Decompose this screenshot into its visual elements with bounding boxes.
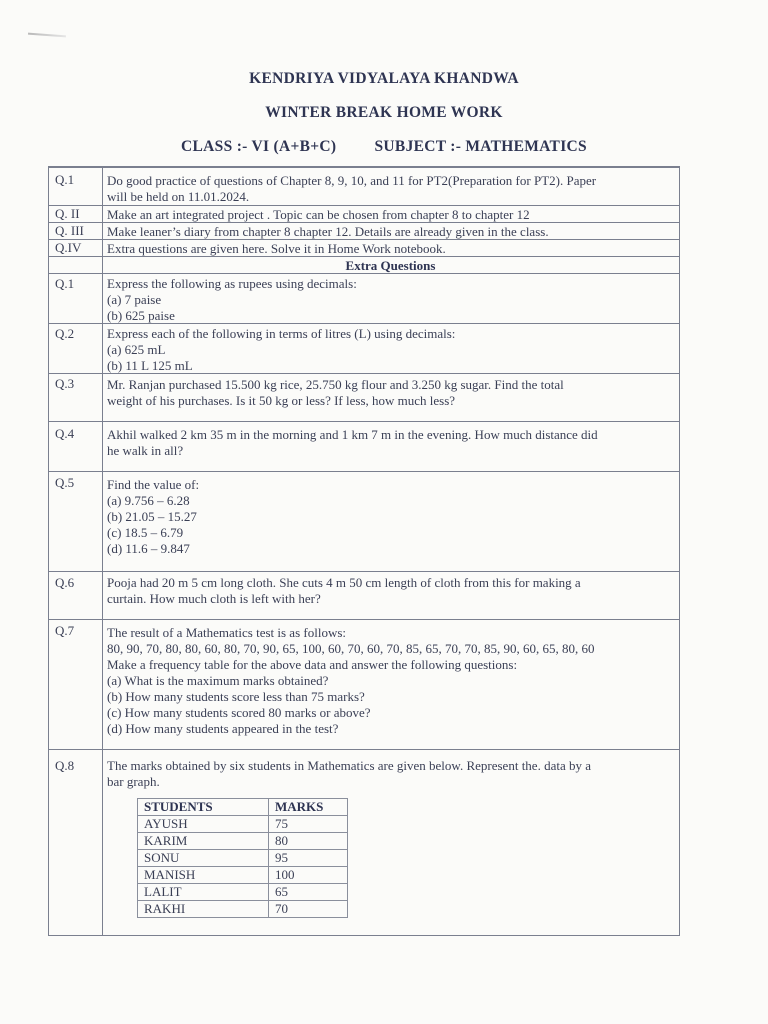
text-line: Do good practice of questions of Chapter 8, 9, 10, and 11 for PT2(Preparation for PT2). Paper [107, 173, 597, 188]
question-text [107, 427, 673, 459]
question-row [49, 619, 679, 750]
text-line: (b) 21.05 – 15.27 [107, 509, 197, 524]
table-row [138, 884, 348, 901]
question-number: Q.1 [55, 172, 75, 187]
question-number: Q.IV [55, 240, 82, 255]
question-number: Q.3 [55, 376, 75, 391]
student-marks: 95 [269, 850, 348, 867]
extra-questions-title: Extra Questions [345, 258, 436, 273]
text-line: The marks obtained by six students in Mathematics are given below. Represent the. data by a [107, 758, 591, 773]
student-name: AYUSH [138, 816, 269, 833]
question-text [107, 575, 673, 607]
text-line: (a) 625 mL [107, 342, 166, 357]
text-line: curtain. How much cloth is left with her? [107, 591, 321, 606]
question-row [49, 421, 679, 472]
student-name: SONU [138, 850, 269, 867]
question-number: Q. III [55, 223, 84, 238]
text-line: (c) 18.5 – 6.79 [107, 525, 184, 540]
question-number: Q.6 [55, 575, 75, 590]
question-text [107, 477, 673, 557]
question-row [49, 571, 679, 620]
table-row [138, 850, 348, 867]
text-line: Make an art integrated project . Topic can be chosen from chapter 8 to chapter 12 [107, 207, 530, 222]
question-text [107, 625, 673, 737]
question-row [49, 323, 679, 374]
table-row [138, 867, 348, 884]
question-number: Q.1 [55, 276, 75, 291]
student-name: MANISH [138, 867, 269, 884]
text-line: he walk in all? [107, 443, 184, 458]
instruction-row [49, 239, 679, 257]
question-row [49, 273, 679, 324]
table-row [138, 901, 348, 918]
question-text [107, 241, 673, 257]
column-header-students: STUDENTS [138, 799, 269, 816]
class-label: CLASS :- VI (A+B+C) [181, 138, 337, 155]
student-name: KARIM [138, 833, 269, 850]
page-title: WINTER BREAK HOME WORK [265, 104, 503, 121]
student-marks: 70 [269, 901, 348, 918]
student-marks: 80 [269, 833, 348, 850]
text-line: weight of his purchases. Is it 50 kg or less? If less, how much less? [107, 393, 456, 408]
question-number: Q.2 [55, 326, 75, 341]
instruction-row [49, 167, 679, 206]
marks-table [137, 798, 348, 918]
scan-artifact [28, 33, 66, 38]
question-text [107, 758, 673, 790]
question-text [107, 173, 673, 205]
table-row [138, 833, 348, 850]
student-marks: 65 [269, 884, 348, 901]
text-line: The result of a Mathematics test is as follows: [107, 625, 347, 640]
question-text [107, 326, 673, 374]
question-number: Q. II [55, 206, 80, 221]
text-line: 80, 90, 70, 80, 80, 60, 80, 70, 90, 65, 100, 60, 70, 60, 70, 85, 65, 70, 70, 85, 90, 60, 65, 80, 60 [107, 641, 595, 656]
text-line: Express each of the following in terms of litres (L) using decimals: [107, 326, 456, 341]
homework-table [48, 166, 680, 936]
text-line: Extra questions are given here. Solve it in Home Work notebook. [107, 241, 446, 256]
text-line: (d) 11.6 – 9.847 [107, 541, 190, 556]
text-line: Make leaner’s diary from chapter 8 chapter 12. Details are already given in the class. [107, 224, 549, 239]
text-line: (c) How many students scored 80 marks or above? [107, 705, 371, 720]
question-text [107, 377, 673, 409]
text-line: (a) What is the maximum marks obtained? [107, 673, 329, 688]
text-line: (b) 625 paise [107, 308, 175, 323]
student-name: LALIT [138, 884, 269, 901]
table-row [138, 816, 348, 833]
text-line: (a) 9.756 – 6.28 [107, 493, 190, 508]
class-subject-line [0, 138, 768, 156]
instruction-row [49, 205, 679, 223]
text-line: (d) How many students appeared in the test? [107, 721, 339, 736]
text-line: (b) 11 L 125 mL [107, 358, 193, 373]
student-name: RAKHI [138, 901, 269, 918]
text-line: bar graph. [107, 774, 160, 789]
extra-questions-title-row [49, 256, 679, 274]
question-row [49, 749, 679, 936]
subject-label: SUBJECT :- MATHEMATICS [374, 138, 587, 155]
text-line: Mr. Ranjan purchased 15.500 kg rice, 25.750 kg flour and 3.250 kg sugar. Find the total [107, 377, 564, 392]
text-line: Express the following as rupees using decimals: [107, 276, 357, 291]
student-marks: 75 [269, 816, 348, 833]
student-marks: 100 [269, 867, 348, 884]
instruction-row [49, 222, 679, 240]
text-line: will be held on 11.01.2024. [107, 189, 250, 204]
column-header-marks: MARKS [269, 799, 348, 816]
text-line: (a) 7 paise [107, 292, 162, 307]
question-number: Q.7 [55, 623, 75, 638]
school-name: KENDRIYA VIDYALAYA KHANDWA [249, 70, 519, 87]
question-row [49, 471, 679, 572]
text-line: Akhil walked 2 km 35 m in the morning and 1 km 7 m in the evening. How much distance did [107, 427, 598, 442]
question-text [107, 276, 673, 324]
marks-table-header [138, 799, 348, 816]
question-number: Q.4 [55, 426, 75, 441]
text-line: Make a frequency table for the above data and answer the following questions: [107, 657, 518, 672]
text-line: (b) How many students score less than 75 marks? [107, 689, 365, 704]
text-line: Pooja had 20 m 5 cm long cloth. She cuts 4 m 50 cm length of cloth from this for making a [107, 575, 581, 590]
question-number: Q.5 [55, 475, 75, 490]
question-number: Q.8 [55, 758, 75, 773]
text-line: Find the value of: [107, 477, 200, 492]
question-row [49, 373, 679, 422]
question-text [107, 224, 673, 240]
question-text [107, 207, 673, 223]
